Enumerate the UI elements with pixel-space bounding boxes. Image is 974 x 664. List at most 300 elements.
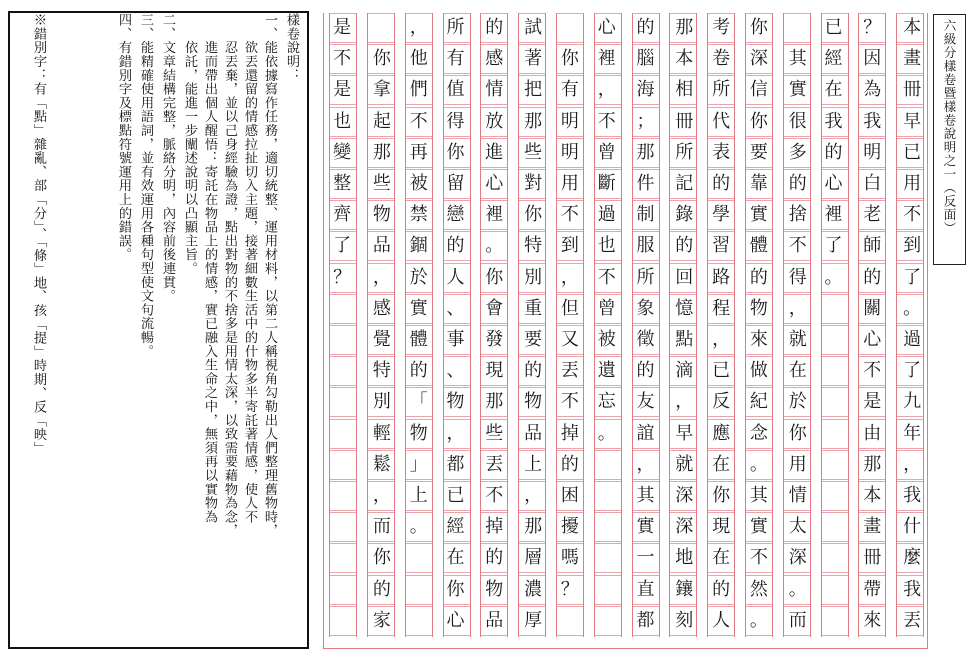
handwritten-char: 我 <box>824 110 843 132</box>
essay-grid <box>323 13 928 651</box>
handwritten-char: 不 <box>560 391 579 413</box>
handwritten-char: 其 <box>636 485 655 506</box>
handwritten-char: ； <box>636 110 655 132</box>
criteria-box <box>8 11 309 649</box>
grid-cell <box>330 512 356 542</box>
handwritten-char: 現 <box>485 360 504 382</box>
handwritten-char: 程 <box>712 297 731 319</box>
essay-column <box>367 13 395 637</box>
grid-cell <box>330 325 356 355</box>
handwritten-char: 所 <box>712 79 731 101</box>
handwritten-char: 物 <box>524 391 543 413</box>
handwritten-char: 裡 <box>597 48 616 70</box>
handwritten-char: 齊 <box>333 204 352 226</box>
handwritten-char: 人 <box>446 266 465 288</box>
handwritten-char: 本 <box>903 17 922 38</box>
grid-cell <box>330 387 356 417</box>
grid-cell <box>595 606 621 636</box>
handwritten-char: 斷 <box>597 173 616 194</box>
handwritten-char: 。 <box>903 297 922 319</box>
handwritten-char: 友 <box>636 391 655 413</box>
handwritten-char: 試 <box>524 17 543 38</box>
handwritten-char: 困 <box>560 485 579 506</box>
handwritten-char: 要 <box>524 329 543 350</box>
handwritten-char: 到 <box>560 235 579 257</box>
handwritten-char: 回 <box>675 266 694 288</box>
handwritten-char: 地 <box>675 547 694 569</box>
handwritten-char: ， <box>788 297 807 319</box>
handwritten-char: 忘 <box>597 391 616 413</box>
handwritten-char: 整 <box>333 173 352 194</box>
handwritten-char: ， <box>712 329 731 350</box>
essay-column <box>858 13 886 637</box>
handwritten-char: 進 <box>485 141 504 163</box>
handwritten-char: 件 <box>636 173 655 194</box>
grid-cell <box>822 450 848 480</box>
handwritten-char: 過 <box>903 329 922 350</box>
handwritten-char: 留 <box>446 173 465 194</box>
essay-column <box>821 13 849 637</box>
handwritten-char: 些 <box>372 173 391 194</box>
grid-cell <box>822 543 848 573</box>
handwritten-char: 的 <box>788 173 807 194</box>
handwritten-char: 冊 <box>675 110 694 132</box>
handwritten-char: 經 <box>446 516 465 538</box>
handwritten-char: 你 <box>749 17 768 38</box>
sheet-title-box <box>933 14 966 265</box>
handwritten-char: 老 <box>863 204 882 226</box>
handwritten-char: 誼 <box>636 422 655 444</box>
essay-column <box>405 13 433 637</box>
handwritten-char: ， <box>524 485 543 506</box>
handwritten-char: 深 <box>749 48 768 70</box>
handwritten-char: 用 <box>560 173 579 194</box>
handwritten-char: 而 <box>788 609 807 631</box>
grid-cell <box>822 356 848 386</box>
handwritten-char: 那 <box>485 391 504 413</box>
handwritten-char: 發 <box>485 329 504 350</box>
handwritten-char: 什 <box>903 516 922 538</box>
grid-cell <box>822 387 848 417</box>
handwritten-char: 輕 <box>372 422 391 444</box>
handwritten-char: 冊 <box>863 547 882 569</box>
handwritten-char: 人 <box>712 609 731 631</box>
handwritten-char: 就 <box>675 453 694 475</box>
handwritten-char: 那 <box>524 110 543 132</box>
handwritten-char: 因 <box>863 48 882 70</box>
handwritten-char: 考 <box>712 17 731 38</box>
grid-cell <box>330 294 356 324</box>
handwritten-char: 丟 <box>485 453 504 475</box>
handwritten-char: 丟 <box>903 609 922 631</box>
handwritten-char: 一 <box>636 547 655 569</box>
criteria-item-1-line-4: 進而帶出個人醒悟：寄託在物品上的情感，實已融入生命之中，無須再以實物為 <box>202 13 217 524</box>
handwritten-char: 的 <box>712 578 731 600</box>
grid-cell <box>822 512 848 542</box>
handwritten-char: 表 <box>712 141 731 163</box>
sheet-title: 六級分樣卷暨樣卷說明之一（反面） <box>942 19 957 235</box>
handwritten-char: 九 <box>903 391 922 413</box>
handwritten-char: 變 <box>333 141 352 163</box>
handwritten-char: 不 <box>903 204 922 226</box>
handwritten-char: 遺 <box>597 360 616 382</box>
handwritten-char: 的 <box>409 360 428 382</box>
handwritten-char: 那 <box>372 141 391 163</box>
handwritten-char: 其 <box>788 48 807 70</box>
handwritten-char: ， <box>597 79 616 101</box>
handwritten-char: 掉 <box>485 516 504 538</box>
handwritten-char: 本 <box>675 48 694 70</box>
handwritten-char: 其 <box>749 485 768 506</box>
handwritten-char: ， <box>903 453 922 475</box>
essay-column <box>745 13 773 637</box>
handwritten-char: 在 <box>446 547 465 569</box>
handwritten-char: 、 <box>446 297 465 319</box>
handwritten-char: 冊 <box>903 79 922 101</box>
handwritten-char: 不 <box>863 360 882 382</box>
handwritten-char: 憶 <box>675 297 694 319</box>
handwritten-char: 做 <box>749 360 768 382</box>
essay-column <box>896 13 924 637</box>
handwritten-char: 物 <box>372 204 391 226</box>
handwritten-char: 。 <box>824 266 843 288</box>
handwritten-char: 不 <box>409 110 428 132</box>
handwritten-char: 的 <box>675 235 694 257</box>
handwritten-char: 太 <box>788 516 807 538</box>
handwritten-char: 裡 <box>485 204 504 226</box>
grid-cell <box>595 481 621 511</box>
handwritten-char: 海 <box>636 79 655 101</box>
grid-cell <box>406 543 432 573</box>
handwritten-char: 所 <box>675 141 694 163</box>
handwritten-char: 用 <box>788 453 807 475</box>
handwritten-char: 上 <box>409 485 428 506</box>
handwritten-char: 物 <box>446 391 465 413</box>
handwritten-char: 有 <box>446 48 465 70</box>
handwritten-char: ， <box>636 453 655 475</box>
handwritten-char: 明 <box>863 141 882 163</box>
handwritten-char: 對 <box>524 173 543 194</box>
handwritten-char: 得 <box>788 266 807 288</box>
handwritten-char: 品 <box>372 235 391 257</box>
handwritten-char: 鬆 <box>372 453 391 475</box>
handwritten-char: 們 <box>409 79 428 101</box>
essay-column <box>783 13 811 637</box>
handwritten-char: 用 <box>903 173 922 194</box>
handwritten-char: 上 <box>524 453 543 475</box>
handwritten-char: 帶 <box>863 578 882 600</box>
grid-cell <box>822 481 848 511</box>
handwritten-char: 。 <box>597 422 616 444</box>
essay-column <box>707 13 735 637</box>
grid-cell <box>330 543 356 573</box>
handwritten-char: 情 <box>788 485 807 506</box>
criteria-item-1-line-2: 欲丟還留的情感拉扯切入主題，接著細數生活中的什物多半寄託著情感，使人不 <box>242 13 257 524</box>
handwritten-char: 卷 <box>712 48 731 70</box>
handwritten-char: 不 <box>788 235 807 257</box>
handwritten-char: 你 <box>560 48 579 70</box>
grid-cell <box>330 481 356 511</box>
handwritten-char: ， <box>560 266 579 288</box>
grid-cell <box>557 606 583 636</box>
handwritten-char: 不 <box>597 266 616 288</box>
handwritten-char: ， <box>372 485 391 506</box>
handwritten-char: 不 <box>560 204 579 226</box>
handwritten-char: 實 <box>749 204 768 226</box>
handwritten-char: 已 <box>446 485 465 506</box>
handwritten-char: 已 <box>712 360 731 382</box>
handwritten-char: 被 <box>597 329 616 350</box>
handwritten-char: 你 <box>446 578 465 600</box>
handwritten-char: 路 <box>712 266 731 288</box>
handwritten-char: 了 <box>824 235 843 257</box>
handwritten-char: 都 <box>446 453 465 475</box>
handwritten-char: 的 <box>824 141 843 163</box>
handwritten-char: 濃 <box>524 578 543 600</box>
handwritten-char: 錄 <box>675 204 694 226</box>
handwritten-char: ， <box>372 266 391 288</box>
grid-cell <box>595 450 621 480</box>
handwritten-char: 體 <box>409 329 428 350</box>
handwritten-char: 家 <box>372 609 391 631</box>
grid-cell <box>330 606 356 636</box>
handwritten-char: 你 <box>372 547 391 569</box>
criteria-errata: ※錯別字：有「點」雜亂、部「分」、「條」地、孩「提」時期、反「映」 <box>31 13 46 456</box>
grid-cell <box>330 450 356 480</box>
handwritten-char: 別 <box>524 266 543 288</box>
handwritten-char: 物 <box>749 297 768 319</box>
handwritten-char: 現 <box>712 516 731 538</box>
essay-column <box>632 13 660 637</box>
handwritten-char: 。 <box>409 516 428 538</box>
handwritten-char: 不 <box>333 48 352 70</box>
handwritten-char: 為 <box>863 79 882 101</box>
essay-column <box>329 13 357 637</box>
grid-cell <box>822 294 848 324</box>
grid-cell <box>822 575 848 605</box>
handwritten-char: 你 <box>788 422 807 444</box>
handwritten-char: 多 <box>788 141 807 163</box>
handwritten-char: 實 <box>636 516 655 538</box>
grid-cell <box>557 13 583 43</box>
handwritten-char: 直 <box>636 578 655 600</box>
handwritten-char: 那 <box>524 516 543 538</box>
handwritten-char: 深 <box>788 547 807 569</box>
grid-cell <box>368 13 394 43</box>
handwritten-char: 你 <box>372 48 391 70</box>
handwritten-char: 。 <box>749 453 768 475</box>
handwritten-char: ， <box>446 422 465 444</box>
handwritten-char: 應 <box>712 422 731 444</box>
handwritten-char: ？ <box>863 17 882 38</box>
handwritten-char: 心 <box>597 17 616 38</box>
handwritten-char: 來 <box>749 329 768 350</box>
handwritten-char: 你 <box>524 204 543 226</box>
handwritten-char: 那 <box>863 453 882 475</box>
handwritten-char: 了 <box>903 360 922 382</box>
handwritten-char: 是 <box>333 17 352 38</box>
handwritten-char: 重 <box>524 297 543 319</box>
handwritten-char: 師 <box>863 235 882 257</box>
handwritten-char: 那 <box>636 141 655 163</box>
handwritten-char: 明 <box>560 110 579 132</box>
handwritten-char: 就 <box>788 329 807 350</box>
handwritten-char: 感 <box>485 48 504 70</box>
handwritten-char: 關 <box>863 297 882 319</box>
handwritten-char: 別 <box>372 391 391 413</box>
handwritten-char: 你 <box>446 141 465 163</box>
handwritten-char: 。 <box>485 235 504 257</box>
grid-cell <box>406 606 432 636</box>
handwritten-char: 裡 <box>824 204 843 226</box>
handwritten-char: 然 <box>749 578 768 600</box>
handwritten-char: 你 <box>485 266 504 288</box>
handwritten-char: 明 <box>560 141 579 163</box>
handwritten-char: 習 <box>712 235 731 257</box>
handwritten-char: 深 <box>675 516 694 538</box>
handwritten-char: 。 <box>749 609 768 631</box>
handwritten-char: 但 <box>560 297 579 319</box>
handwritten-char: 情 <box>485 79 504 101</box>
essay-column <box>443 13 471 637</box>
handwritten-char: 在 <box>712 453 731 475</box>
handwritten-char: 畫 <box>903 48 922 70</box>
handwritten-char: 物 <box>485 578 504 600</box>
handwritten-char: 我 <box>903 578 922 600</box>
handwritten-char: 過 <box>597 204 616 226</box>
grid-cell <box>595 543 621 573</box>
handwritten-char: 。 <box>788 578 807 600</box>
handwritten-char: 早 <box>903 110 922 132</box>
criteria-item-4: 四、有錯別字及標點符號運用上的錯誤。 <box>116 13 131 262</box>
handwritten-char: 實 <box>749 516 768 538</box>
handwritten-char: 經 <box>824 48 843 70</box>
handwritten-char: 值 <box>446 79 465 101</box>
handwritten-char: 早 <box>675 422 694 444</box>
handwritten-char: 的 <box>446 235 465 257</box>
handwritten-char: 層 <box>524 547 543 569</box>
criteria-item-1-line-3: 忍丟棄，並以己身經驗為證，點出對物的不捨多是用情太深，以致需要藉物為念， <box>222 13 237 538</box>
grid-cell <box>822 606 848 636</box>
handwritten-char: 信 <box>749 79 768 101</box>
handwritten-char: 的 <box>372 578 391 600</box>
handwritten-char: 得 <box>446 110 465 132</box>
handwritten-char: 我 <box>903 485 922 506</box>
grid-cell <box>595 575 621 605</box>
handwritten-char: 感 <box>372 297 391 319</box>
handwritten-char: 體 <box>749 235 768 257</box>
handwritten-char: 反 <box>712 391 731 413</box>
handwritten-char: 捨 <box>788 204 807 226</box>
handwritten-char: 紀 <box>749 391 768 413</box>
handwritten-char: 到 <box>903 235 922 257</box>
handwritten-char: 畫 <box>863 516 882 538</box>
handwritten-char: 了 <box>903 266 922 288</box>
handwritten-char: 曾 <box>597 141 616 163</box>
handwritten-char: 物 <box>409 422 428 444</box>
handwritten-char: 的 <box>636 360 655 382</box>
handwritten-char: 拿 <box>372 79 391 101</box>
essay-column <box>518 13 546 637</box>
handwritten-char: 年 <box>903 422 922 444</box>
handwritten-char: 已 <box>824 17 843 38</box>
grid-cell <box>330 356 356 386</box>
handwritten-char: 已 <box>903 141 922 163</box>
handwritten-char: 特 <box>524 235 543 257</box>
handwritten-char: 服 <box>636 235 655 257</box>
criteria-item-2: 二、文章結構完整，脈絡分明，內容前後連貫。 <box>160 13 175 303</box>
handwritten-char: 禁 <box>409 204 428 226</box>
handwritten-char: 要 <box>749 141 768 163</box>
criteria-heading: 樣卷說明： <box>284 13 299 82</box>
handwritten-char: 的 <box>560 453 579 475</box>
grid-cell <box>406 575 432 605</box>
handwritten-char: 的 <box>636 17 655 38</box>
handwritten-char: 、 <box>446 360 465 382</box>
handwritten-char: 掉 <box>560 422 579 444</box>
handwritten-char: 不 <box>485 485 504 506</box>
handwritten-char: 曾 <box>597 297 616 319</box>
handwritten-char: ， <box>409 17 428 38</box>
essay-column <box>480 13 508 637</box>
handwritten-char: 麼 <box>903 547 922 569</box>
handwritten-char: 來 <box>863 609 882 631</box>
handwritten-char: 於 <box>409 266 428 288</box>
handwritten-char: 不 <box>749 547 768 569</box>
handwritten-char: 學 <box>712 204 731 226</box>
handwritten-char: 的 <box>524 360 543 382</box>
handwritten-char: 那 <box>675 17 694 38</box>
handwritten-char: 都 <box>636 609 655 631</box>
handwritten-char: 了 <box>333 235 352 257</box>
handwritten-char: 被 <box>409 173 428 194</box>
handwritten-char: 錮 <box>409 235 428 257</box>
criteria-item-1-line-1: 一、能依據寫作任務，適切統整、運用材料，以第二人稱視角勾勒出人們整理舊物時， <box>262 13 277 538</box>
handwritten-char: 靠 <box>749 173 768 194</box>
handwritten-char: 的 <box>749 266 768 288</box>
handwritten-char: 也 <box>333 110 352 132</box>
grid-cell <box>784 13 810 43</box>
handwritten-char: 實 <box>788 79 807 101</box>
handwritten-char: 會 <box>485 297 504 319</box>
handwritten-char: 把 <box>524 79 543 101</box>
handwritten-char: 些 <box>485 422 504 444</box>
handwritten-char: 」 <box>409 453 428 475</box>
handwritten-char: 徵 <box>636 329 655 350</box>
handwritten-char: 心 <box>485 173 504 194</box>
handwritten-char: ， <box>675 391 694 413</box>
handwritten-char: 相 <box>675 79 694 101</box>
handwritten-char: 腦 <box>636 48 655 70</box>
handwritten-char: 念 <box>749 422 768 444</box>
handwritten-char: 是 <box>333 79 352 101</box>
handwritten-char: 而 <box>372 516 391 538</box>
handwritten-char: 鑲 <box>675 578 694 600</box>
handwritten-char: 不 <box>597 110 616 132</box>
handwritten-char: 的 <box>863 266 882 288</box>
handwritten-char: 象 <box>636 297 655 319</box>
handwritten-char: 有 <box>560 79 579 101</box>
handwritten-char: 又 <box>560 329 579 350</box>
essay-column <box>556 13 584 637</box>
handwritten-char: 戀 <box>446 204 465 226</box>
handwritten-char: 我 <box>863 110 882 132</box>
handwritten-char: 點 <box>675 329 694 350</box>
grid-cell <box>595 512 621 542</box>
handwritten-char: 代 <box>712 110 731 132</box>
handwritten-char: 覺 <box>372 329 391 350</box>
handwritten-char: 著 <box>524 48 543 70</box>
